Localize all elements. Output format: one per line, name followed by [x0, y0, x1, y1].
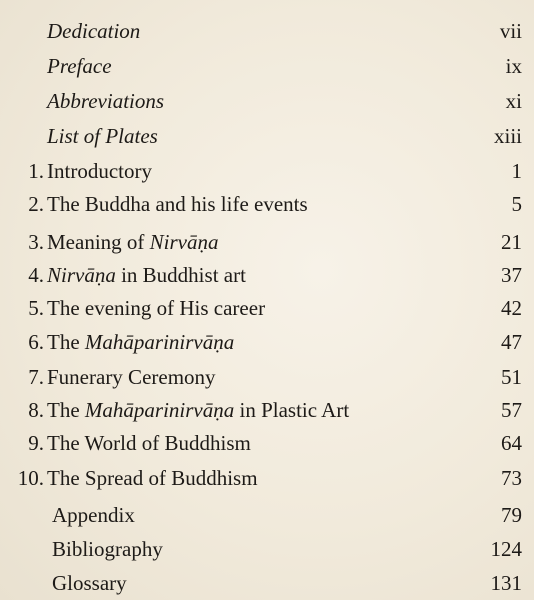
chapter-title	[47, 395, 349, 425]
chapter-page: 5	[511, 192, 522, 216]
toc-chapter-4	[0, 260, 534, 290]
toc-chapter-1	[0, 156, 534, 186]
chapter-page: 64	[501, 431, 522, 455]
toc-entry-title: Preface	[47, 54, 112, 78]
toc-entry-page: 124	[490, 537, 522, 561]
toc-entry-abbreviations	[0, 86, 534, 116]
toc-entry-list-of-plates	[0, 121, 534, 151]
toc-entry-title: Abbreviations	[47, 89, 165, 113]
chapter-page: 51	[501, 365, 522, 389]
chapter-page: 1	[511, 159, 522, 183]
chapter-number: 1.	[28, 159, 44, 183]
toc-entry-page: xi	[505, 89, 522, 113]
toc-chapter-2	[0, 189, 534, 219]
chapter-title-italic: Mahāparinirvāṇa	[84, 330, 235, 354]
chapter-title-text: The Buddha and his life events	[47, 192, 308, 216]
toc-chapter-5	[0, 293, 534, 323]
chapter-title-text: The	[47, 398, 85, 422]
chapter-number: 7.	[28, 365, 44, 389]
chapter-number: 6.	[28, 330, 44, 354]
chapter-page: 73	[501, 466, 522, 490]
chapter-title-italic: Nirvāṇa	[149, 230, 219, 254]
chapter-title-text: Funerary Ceremony	[47, 365, 216, 389]
toc-entry-title: List of Plates	[47, 124, 158, 148]
toc-entry-title: Dedication	[47, 19, 141, 43]
chapter-page: 57	[501, 398, 522, 422]
toc-chapter-9	[0, 428, 534, 458]
toc-entry-page: 79	[501, 503, 522, 527]
chapter-number: 8.	[28, 398, 44, 422]
chapter-title-text: in Buddhist art	[115, 263, 246, 287]
toc-entry-glossary	[0, 568, 534, 598]
chapter-number: 9.	[28, 431, 44, 455]
chapter-title	[47, 189, 308, 219]
toc-chapter-8	[0, 395, 534, 425]
toc-chapter-3	[0, 227, 534, 257]
toc-chapter-7	[0, 362, 534, 392]
chapter-title	[47, 327, 234, 357]
toc-entry-page: 131	[490, 571, 522, 595]
chapter-title	[47, 428, 251, 458]
chapter-title	[47, 463, 258, 493]
chapter-number: 4.	[28, 263, 44, 287]
toc-entry-page: xiii	[493, 124, 522, 148]
toc-entry-page: vii	[499, 19, 522, 43]
chapter-title-text: The Spread of Buddhism	[47, 466, 258, 490]
chapter-title-text: The evening of His career	[47, 296, 266, 320]
toc-entry-bibliography	[0, 534, 534, 564]
toc-entry-appendix	[0, 500, 534, 530]
chapter-title-italic: Nirvāṇa	[47, 263, 116, 287]
chapter-title	[47, 260, 246, 290]
chapter-title	[47, 227, 219, 257]
chapter-number: 2.	[28, 192, 44, 216]
chapter-title-text: The World of Buddhism	[47, 431, 251, 455]
chapter-title-text: Meaning of	[47, 230, 150, 254]
chapter-title-text: The	[47, 330, 85, 354]
chapter-page: 37	[501, 263, 522, 287]
chapter-title	[47, 362, 216, 392]
chapter-title-text: Introductory	[47, 159, 152, 183]
chapter-number: 10.	[17, 466, 44, 490]
chapter-page: 47	[501, 330, 522, 354]
chapter-number: 5.	[28, 296, 44, 320]
toc-entry-preface	[0, 51, 534, 81]
chapter-page: 21	[501, 230, 522, 254]
chapter-title	[47, 293, 265, 323]
toc-chapter-10	[0, 463, 534, 493]
chapter-title-text: in Plastic Art	[234, 398, 350, 422]
chapter-number: 3.	[28, 230, 44, 254]
toc-entry-title: Appendix	[52, 503, 135, 527]
toc-entry-title: Glossary	[52, 571, 127, 595]
toc-entry-page: ix	[505, 54, 522, 78]
chapter-title	[47, 156, 152, 186]
toc-entry-dedication	[0, 16, 534, 46]
toc-entry-title: Bibliography	[52, 537, 163, 561]
chapter-title-italic: Mahāparinirvāṇa	[84, 398, 235, 422]
chapter-page: 42	[501, 296, 522, 320]
toc-chapter-6	[0, 327, 534, 357]
